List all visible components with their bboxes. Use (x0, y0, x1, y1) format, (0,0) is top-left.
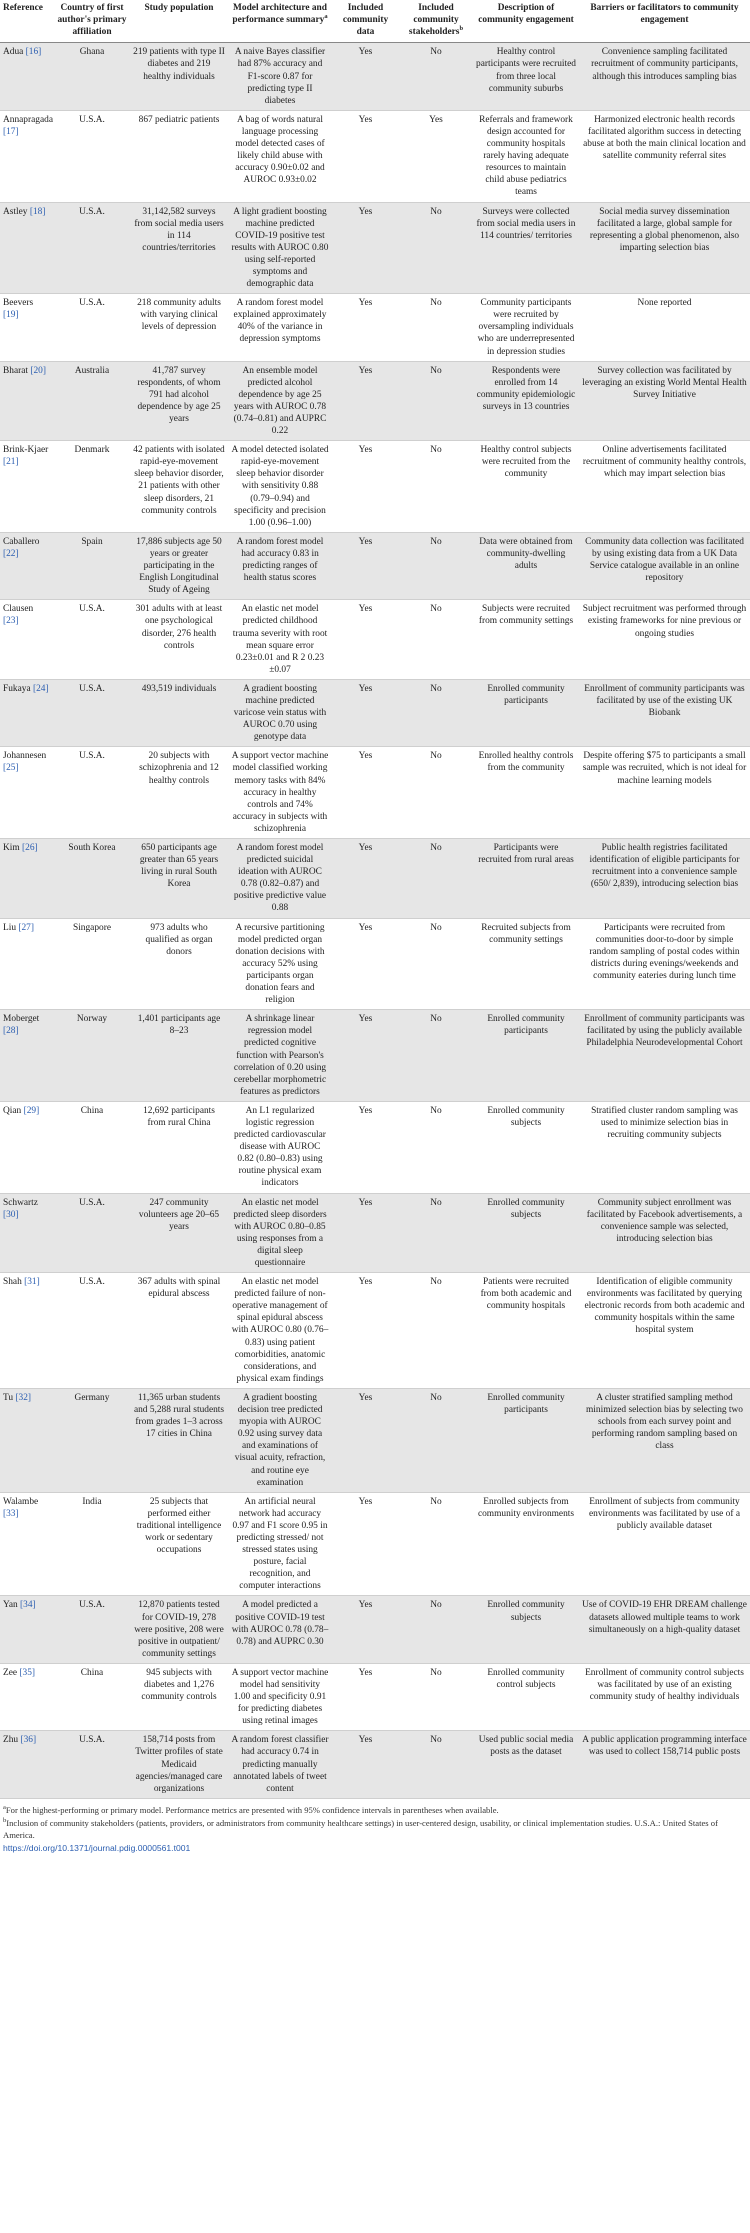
community-data-cell: Yes (332, 202, 399, 294)
table-row (0, 532, 750, 599)
reference-cell (0, 918, 54, 1010)
barriers-cell: Enrollment of subjects from community environments was facilitated by use of a publicly available dataset (579, 1492, 750, 1596)
reference-cell (0, 1596, 54, 1663)
barriers-cell: Stratified cluster random sampling was used to minimize selection bias in recruiting community subjects (579, 1101, 750, 1193)
reference-name: Tu (3, 1392, 14, 1403)
header-model: Model architecture and performance summary$^a$ (228, 0, 332, 43)
model-cell: A naive Bayes classifier had 87% accuracy and F1-score 0.87 for predicting type II diabetes (228, 43, 332, 110)
community-data-cell: Yes (332, 1388, 399, 1492)
description-cell: Enrolled community control subjects (473, 1663, 579, 1730)
description-cell: Enrolled community subjects (473, 1193, 579, 1273)
stakeholders-cell: No (399, 1193, 473, 1273)
country-cell: U.S.A. (54, 110, 130, 202)
reference-cell (0, 1663, 54, 1730)
model-cell: A random forest model explained approximately 40% of the variance in depression symptoms (228, 294, 332, 361)
reference-cell (0, 1193, 54, 1273)
stakeholders-cell: No (399, 532, 473, 599)
stakeholders-cell: No (399, 294, 473, 361)
reference-cell (0, 1492, 54, 1596)
community-data-cell: Yes (332, 747, 399, 839)
table-row (0, 918, 750, 1010)
citation-link[interactable]: [35] (19, 1667, 36, 1678)
citation-link[interactable]: [32] (15, 1392, 32, 1403)
reference-cell (0, 361, 54, 441)
description-cell: Enrolled healthy controls from the community (473, 747, 579, 839)
description-cell: Enrolled community subjects (473, 1101, 579, 1193)
citation-link[interactable]: [24] (32, 683, 49, 694)
reference-name: Yan (3, 1600, 18, 1611)
barriers-cell: A public application programming interface was used to collect 158,714 public posts (579, 1731, 750, 1798)
community-data-cell: Yes (332, 600, 399, 680)
barriers-cell: Identification of eligible community environments was facilitated by querying electronic records from both academic and community hospitals within the same hospital system (579, 1273, 750, 1389)
population-cell: 158,714 posts from Twitter profiles of state Medicaid agencies/managed care organizations (130, 1731, 228, 1798)
model-cell: A shrinkage linear regression model predicted cognitive function with Pearson's correlation of 0.20 using cerebellar morphometric features as predictors (228, 1010, 332, 1102)
table-row (0, 1101, 750, 1193)
citation-link[interactable]: [36] (20, 1735, 37, 1746)
citation-link[interactable]: [16] (25, 47, 42, 58)
population-cell: 42 patients with isolated rapid-eye-movement sleep behavior disorder, 21 patients with other sleep disorders, 21 community controls (130, 441, 228, 533)
header-community-data: Included community data (332, 0, 399, 43)
country-cell: Norway (54, 1010, 130, 1102)
population-cell: 17,886 subjects age 50 years or greater participating in the English Longitudinal Study of Ageing (130, 532, 228, 599)
country-cell: U.S.A. (54, 747, 130, 839)
table-row (0, 1492, 750, 1596)
table-row (0, 1731, 750, 1798)
model-cell: An elastic net model predicted childhood trauma severity with root mean square error 0.23±0.01 and R 2 0.23 ±0.07 (228, 600, 332, 680)
description-cell: Healthy control subjects were recruited from the community (473, 441, 579, 533)
footnote-a: $^a$For the highest-performing or primary model. Performance metrics are presented with 95% confidence intervals in parentheses when available. (3, 1804, 499, 1815)
model-cell: A support vector machine model classified working memory tasks with 84% accuracy in healthy controls and 74% accuracy in subjects with schizophrenia (228, 747, 332, 839)
header-description: Description of community engagement (473, 0, 579, 43)
barriers-cell: Enrollment of community participants was facilitated by use of the existing UK Biobank (579, 679, 750, 746)
reference-cell (0, 43, 54, 110)
header-population: Study population (130, 0, 228, 43)
description-cell: Referrals and framework design accounted for community hospitals rarely having adequate resources to maintain child abuse pediatrics teams (473, 110, 579, 202)
community-data-cell: Yes (332, 839, 399, 919)
model-cell: A model predicted a positive COVID-19 test with AUROC 0.78 (0.78–0.78) and AUPRC 0.30 (228, 1596, 332, 1663)
table-row (0, 1388, 750, 1492)
reference-name: Fukaya (3, 683, 31, 694)
stakeholders-cell: No (399, 1101, 473, 1193)
stakeholders-cell: No (399, 679, 473, 746)
community-data-cell: Yes (332, 1010, 399, 1102)
community-data-cell: Yes (332, 441, 399, 533)
header-stakeholders: Included community stakeholders$^b$ (399, 0, 473, 43)
description-cell: Enrolled community subjects (473, 1596, 579, 1663)
description-cell: Enrolled subjects from community environments (473, 1492, 579, 1596)
table-row (0, 110, 750, 202)
community-data-cell: Yes (332, 294, 399, 361)
barriers-cell: Survey collection was facilitated by leveraging an existing World Mental Health Survey Initiative (579, 361, 750, 441)
citation-link[interactable]: [33] (3, 1508, 19, 1519)
table-row (0, 294, 750, 361)
citation-link[interactable]: [29] (23, 1105, 40, 1116)
reference-cell (0, 1101, 54, 1193)
reference-name: Shah (3, 1277, 22, 1288)
citation-link[interactable]: [22] (3, 548, 19, 559)
description-cell: Recruited subjects from community settings (473, 918, 579, 1010)
population-cell: 20 subjects with schizophrenia and 12 healthy controls (130, 747, 228, 839)
model-cell: An artificial neural network had accuracy 0.97 and F1 score 0.95 in predicting stressed/ not stressed states using posture, facial recognition, and computer interactions (228, 1492, 332, 1596)
description-cell: Enrolled community participants (473, 1388, 579, 1492)
reference-name: Liu (3, 922, 17, 933)
barriers-cell: Convenience sampling facilitated recruitment of community participants, although this introduces sampling bias (579, 43, 750, 110)
model-cell: A gradient boosting machine predicted varicose vein status with AUROC 0.70 using genotype data (228, 679, 332, 746)
community-data-cell: Yes (332, 361, 399, 441)
citation-link[interactable]: [18] (29, 206, 46, 217)
reference-cell (0, 1388, 54, 1492)
citation-link[interactable]: [19] (3, 310, 19, 321)
header-row (0, 0, 750, 43)
citation-link[interactable]: [21] (3, 457, 19, 468)
description-cell: Enrolled community participants (473, 679, 579, 746)
stakeholders-cell: No (399, 1010, 473, 1102)
stakeholders-cell: No (399, 361, 473, 441)
country-cell: Germany (54, 1388, 130, 1492)
reference-cell (0, 532, 54, 599)
country-cell: U.S.A. (54, 202, 130, 294)
country-cell: U.S.A. (54, 1731, 130, 1798)
community-data-cell: Yes (332, 110, 399, 202)
country-cell: U.S.A. (54, 1596, 130, 1663)
stakeholders-cell: No (399, 1273, 473, 1389)
citation-link[interactable]: [17] (3, 126, 19, 137)
model-cell: A support vector machine model had sensitivity 1.00 and specificity 0.91 for predicting diabetes using retinal images (228, 1663, 332, 1730)
community-data-cell: Yes (332, 1663, 399, 1730)
table-row (0, 43, 750, 110)
reference-name: Beevers (3, 298, 34, 309)
community-data-cell: Yes (332, 1273, 399, 1389)
barriers-cell: Participants were recruited from communities door-to-door by simple random sampling of postal codes within districts during evenings/weekends and community eateries during lunch time (579, 918, 750, 1010)
header-barriers: Barriers or facilitators to community engagement (579, 0, 750, 43)
population-cell: 1,401 participants age 8–23 (130, 1010, 228, 1102)
stakeholders-cell: No (399, 441, 473, 533)
reference-name: Kim (3, 843, 20, 854)
reference-name: Walambe (3, 1496, 39, 1507)
reference-cell (0, 202, 54, 294)
population-cell: 31,142,582 surveys from social media users in 114 countries/territories (130, 202, 228, 294)
model-cell: A random forest model predicted suicidal ideation with AUROC 0.78 (0.82–0.87) and positive predictive value 0.88 (228, 839, 332, 919)
population-cell: 493,519 individuals (130, 679, 228, 746)
model-cell: A bag of words natural language processing model detected cases of likely child abuse with accuracy 0.90±0.02 and AUROC 0.93±0.02 (228, 110, 332, 202)
barriers-cell: Social media survey dissemination facilitated a large, global sample for representing a global phenomenon, also imparting selection bias (579, 202, 750, 294)
country-cell: Australia (54, 361, 130, 441)
model-cell: A gradient boosting decision tree predicted myopia with AUROC 0.92 using survey data and examinations of visual acuity, refraction, and routine eye examination (228, 1388, 332, 1492)
reference-name: Zhu (3, 1735, 19, 1746)
model-cell: An L1 regularized logistic regression predicted cardiovascular disease with AUROC 0.82 (0.80–0.83) using routine physical exam indicators (228, 1101, 332, 1193)
table-row (0, 600, 750, 680)
population-cell: 650 participants age greater than 65 years living in rural South Korea (130, 839, 228, 919)
reference-name: Brink-Kjaer (3, 445, 49, 456)
community-data-cell: Yes (332, 1492, 399, 1596)
country-cell: U.S.A. (54, 679, 130, 746)
population-cell: 367 adults with spinal epidural abscess (130, 1273, 228, 1389)
population-cell: 301 adults with at least one psychological disorder, 276 health controls (130, 600, 228, 680)
community-data-cell: Yes (332, 918, 399, 1010)
citation-link[interactable]: [23] (3, 616, 19, 627)
table-row (0, 1273, 750, 1389)
description-cell: Community participants were recruited by oversampling individuals who are underrepresented in depression studies (473, 294, 579, 361)
citation-link[interactable]: [28] (3, 1026, 19, 1037)
header-country: Country of first author's primary affiliation (54, 0, 130, 43)
reference-cell (0, 600, 54, 680)
citation-link[interactable]: [20] (30, 365, 46, 376)
population-cell: 12,870 patients tested for COVID-19, 278 were positive, 208 were positive in outpatient/ community settings (130, 1596, 228, 1663)
stakeholders-cell: No (399, 1388, 473, 1492)
model-cell: An ensemble model predicted alcohol dependence by age 25 years with AUROC 0.78 (0.74–0.81) and AUPRC 0.22 (228, 361, 332, 441)
stakeholders-cell: No (399, 1663, 473, 1730)
table-row (0, 839, 750, 919)
reference-cell (0, 1010, 54, 1102)
stakeholders-cell: No (399, 202, 473, 294)
community-data-cell: Yes (332, 532, 399, 599)
table-row (0, 1010, 750, 1102)
population-cell: 41,787 survey respondents, of whom 791 had alcohol dependence by age 25 years (130, 361, 228, 441)
model-cell: A recursive partitioning model predicted organ donation decisions with accuracy 52% using participants organ donation fears and religion (228, 918, 332, 1010)
barriers-cell: Community data collection was facilitated by using existing data from a UK Data Service catalogue available in an online repository (579, 532, 750, 599)
reference-name: Adua (3, 47, 24, 58)
citation-link[interactable]: [27] (18, 922, 34, 933)
reference-name: Qian (3, 1105, 22, 1116)
table-row (0, 441, 750, 533)
community-data-cell: Yes (332, 1193, 399, 1273)
description-cell: Subjects were recruited from community settings (473, 600, 579, 680)
barriers-cell: None reported (579, 294, 750, 361)
reference-name: Clausen (3, 604, 34, 615)
reference-cell (0, 1731, 54, 1798)
population-cell: 247 community volunteers age 20–65 years (130, 1193, 228, 1273)
model-cell: An elastic net model predicted sleep disorders with AUROC 0.80–0.85 using responses from a digital sleep questionnaire (228, 1193, 332, 1273)
citation-link[interactable]: [31] (24, 1277, 40, 1288)
country-cell: Spain (54, 532, 130, 599)
community-data-cell: Yes (332, 1101, 399, 1193)
model-cell: An elastic net model predicted failure of non-operative management of spinal epidural abscess with AUROC 0.80 (0.76–0.83) using patient comorbidities, anatomic considerations, and physical exam findings (228, 1273, 332, 1389)
population-cell: 25 subjects that performed either traditional intelligence work or sedentary occupations (130, 1492, 228, 1596)
country-cell: U.S.A. (54, 1273, 130, 1389)
header-reference: Reference (0, 0, 54, 43)
barriers-cell: Subject recruitment was performed through existing frameworks for nine previous or ongoing studies (579, 600, 750, 680)
population-cell: 867 pediatric patients (130, 110, 228, 202)
reference-name: Annapragada (3, 114, 53, 125)
model-cell: A model detected isolated rapid-eye-movement sleep behavior disorder with sensitivity 0.88 (0.79–0.94) and specificity and precision 1.00 (0.96–1.00) (228, 441, 332, 533)
model-cell: A random forest model had accuracy 0.83 in predicting ranges of health status scores (228, 532, 332, 599)
barriers-cell: Community subject enrollment was facilitated by Facebook advertisements, a convenience sample was selected, introducing selection bias (579, 1193, 750, 1273)
stakeholders-cell: No (399, 43, 473, 110)
stakeholders-cell: No (399, 918, 473, 1010)
table-row (0, 1596, 750, 1663)
table-row (0, 747, 750, 839)
citation-link[interactable]: [34] (20, 1600, 36, 1611)
country-cell: Denmark (54, 441, 130, 533)
population-cell: 11,365 urban students and 5,288 rural students from grades 1–3 across 17 cities in China (130, 1388, 228, 1492)
barriers-cell: Online advertisements facilitated recruitment of community healthy controls, which may impart selection bias (579, 441, 750, 533)
doi-link[interactable]: https://doi.org/10.1371/journal.pdig.0000561.t001 (3, 1843, 191, 1854)
reference-cell (0, 747, 54, 839)
population-cell: 12,692 participants from rural China (130, 1101, 228, 1193)
citation-link[interactable]: [25] (3, 763, 19, 774)
population-cell: 219 patients with type II diabetes and 219 healthy individuals (130, 43, 228, 110)
country-cell: U.S.A. (54, 1193, 130, 1273)
table-body (0, 43, 750, 1798)
reference-cell (0, 1273, 54, 1389)
barriers-cell: A cluster stratified sampling method minimized selection bias by selecting two schools from each survey point and performing random sampling based on class (579, 1388, 750, 1492)
reference-cell (0, 110, 54, 202)
reference-name: Bharat (3, 365, 28, 376)
description-cell: Surveys were collected from social media users in 114 countries/ territories (473, 202, 579, 294)
country-cell: India (54, 1492, 130, 1596)
table-row (0, 679, 750, 746)
description-cell: Enrolled community participants (473, 1010, 579, 1102)
description-cell: Respondents were enrolled from 14 community epidemiologic surveys in 13 countries (473, 361, 579, 441)
country-cell: China (54, 1663, 130, 1730)
country-cell: Ghana (54, 43, 130, 110)
barriers-cell: Public health registries facilitated identification of eligible participants for recruitment into a convenience sample (650/ 2,839), introducing selection bias (579, 839, 750, 919)
barriers-cell: Despite offering $75 to participants a small sample was recruited, which is not ideal for machine learning models (579, 747, 750, 839)
country-cell: U.S.A. (54, 294, 130, 361)
country-cell: South Korea (54, 839, 130, 919)
reference-name: Zee (3, 1667, 18, 1678)
population-cell: 945 subjects with diabetes and 1,276 community controls (130, 1663, 228, 1730)
community-data-cell: Yes (332, 679, 399, 746)
stakeholders-cell: No (399, 1492, 473, 1596)
reference-name: Johannesen (3, 751, 47, 762)
model-cell: A light gradient boosting machine predicted COVID-19 positive test results with AUROC 0.80 using self-reported symptoms and demographic data (228, 202, 332, 294)
model-cell: A random forest classifier had accuracy 0.74 in predicting manually annotated labels of tweet content (228, 1731, 332, 1798)
table-row (0, 202, 750, 294)
reference-name: Caballero (3, 536, 40, 547)
barriers-cell: Use of COVID-19 EHR DREAM challenge datasets allowed multiple teams to work simultaneously on a high-quality dataset (579, 1596, 750, 1663)
population-cell: 218 community adults with varying clinical levels of depression (130, 294, 228, 361)
barriers-cell: Enrollment of community participants was facilitated by using the publicly available Philadelphia Neurodevelopmental Cohort (579, 1010, 750, 1102)
footnote-b: $^b$Inclusion of community stakeholders (patients, providers, or administrators from community healthcare settings) in user-centered design, usability, or clinical implementation studies. U.S.A.: United States of America. (3, 1817, 718, 1840)
stakeholders-cell: No (399, 747, 473, 839)
reference-cell (0, 679, 54, 746)
citation-link[interactable]: [30] (3, 1209, 19, 1220)
stakeholders-cell: No (399, 1731, 473, 1798)
description-cell: Patients were recruited from both academic and community hospitals (473, 1273, 579, 1389)
barriers-cell: Harmonized electronic health records facilitated algorithm success in detecting abuse at both the main clinical location and satellite community referral sites (579, 110, 750, 202)
community-data-cell: Yes (332, 1596, 399, 1663)
stakeholders-cell: No (399, 600, 473, 680)
stakeholders-cell: Yes (399, 110, 473, 202)
community-data-cell: Yes (332, 43, 399, 110)
country-cell: Singapore (54, 918, 130, 1010)
citation-link[interactable]: [26] (22, 843, 38, 854)
reference-cell (0, 441, 54, 533)
reference-name: Astley (3, 206, 28, 217)
reference-cell (0, 839, 54, 919)
description-cell: Participants were recruited from rural areas (473, 839, 579, 919)
reference-name: Moberget (3, 1014, 40, 1025)
country-cell: China (54, 1101, 130, 1193)
description-cell: Healthy control participants were recruited from three local community suburbs (473, 43, 579, 110)
table-row (0, 361, 750, 441)
country-cell: U.S.A. (54, 600, 130, 680)
footnotes (0, 1799, 750, 1855)
stakeholders-cell: No (399, 1596, 473, 1663)
table-row (0, 1193, 750, 1273)
stakeholders-cell: No (399, 839, 473, 919)
table-row (0, 1663, 750, 1730)
barriers-cell: Enrollment of community control subjects was facilitated by use of an existing community study of healthy individuals (579, 1663, 750, 1730)
reference-name: Schwartz (3, 1197, 38, 1208)
population-cell: 973 adults who qualified as organ donors (130, 918, 228, 1010)
community-data-cell: Yes (332, 1731, 399, 1798)
description-cell: Data were obtained from community-dwelling adults (473, 532, 579, 599)
reference-cell (0, 294, 54, 361)
description-cell: Used public social media posts as the dataset (473, 1731, 579, 1798)
